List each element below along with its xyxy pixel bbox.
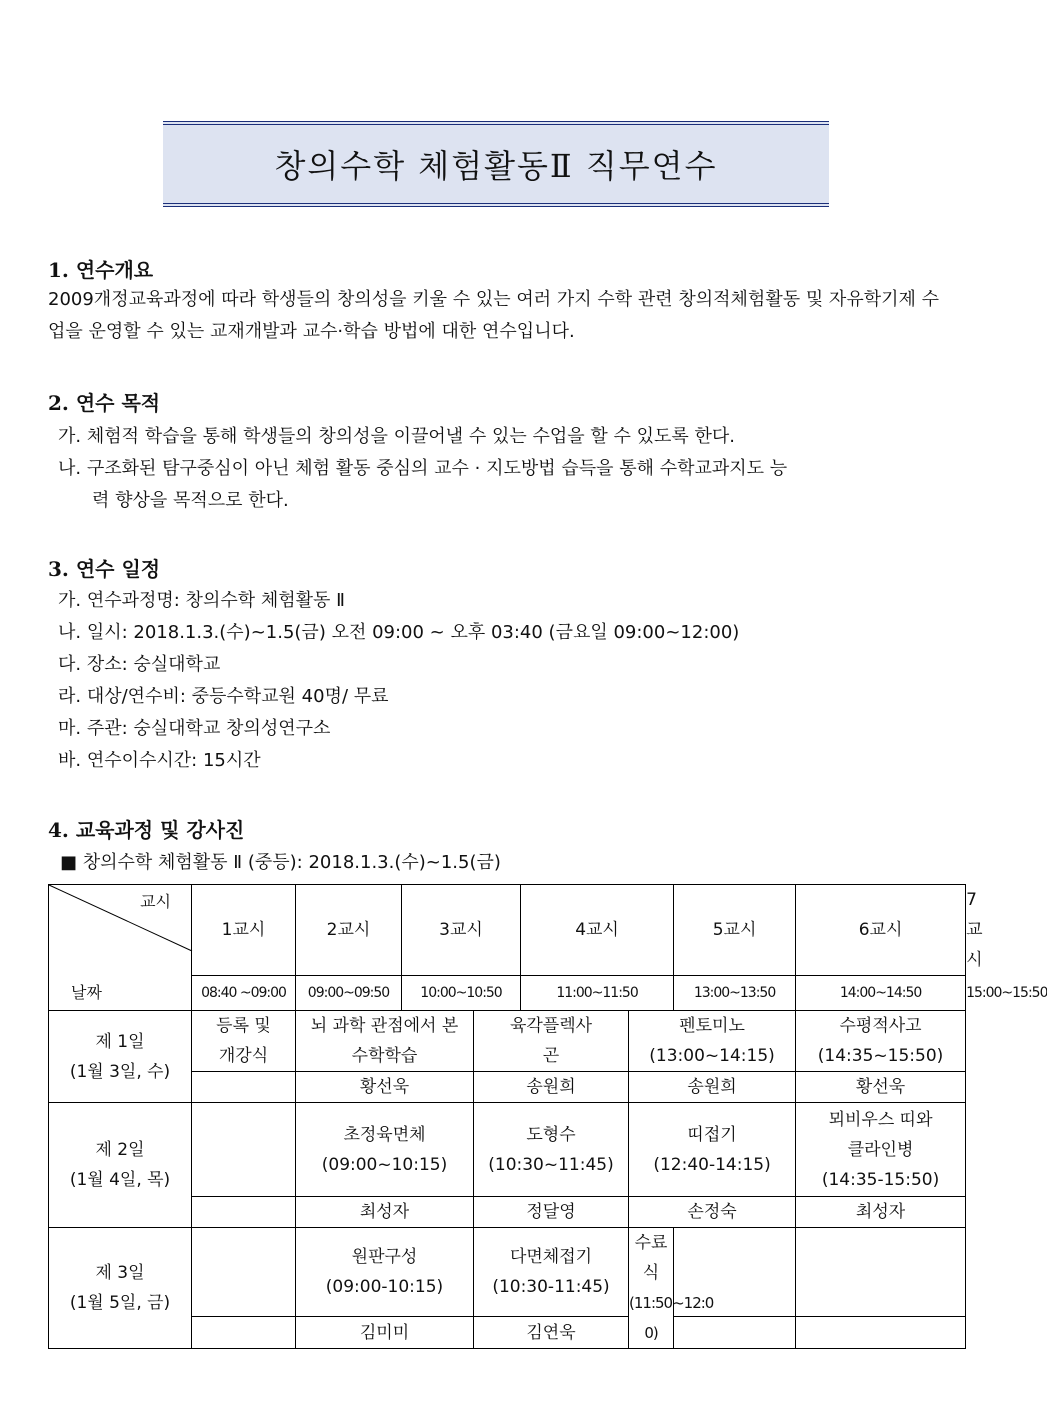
purpose-item-2-cont: 력 향상을 목적으로 한다.	[92, 490, 289, 511]
schedule-item-4: 라. 대상/연수비: 중등수학교원 40명/ 무료	[58, 686, 389, 707]
title-box	[163, 121, 829, 207]
day3-session-1	[296, 1228, 474, 1317]
schedule-item-2: 나. 일시: 2018.1.3.(수)~1.5(금) 오전 09:00 ~ 오후 03:40 (금요일 09:00~12:00)	[58, 622, 740, 643]
day1-session-5	[796, 1011, 966, 1072]
day-label-line: (1월 4일, 목)	[69, 1170, 171, 1190]
instructor-cell: 손정숙	[629, 1197, 796, 1228]
period-header: 4교시	[521, 885, 674, 976]
day-label-line: 제 2일	[95, 1140, 145, 1160]
session-title: 육각플렉사	[509, 1016, 593, 1036]
schedule-item-1: 가. 연수과정명: 창의수학 체험활동 Ⅱ	[58, 590, 345, 611]
session-title: 초정육면체	[343, 1124, 426, 1145]
day1-session-1	[192, 1011, 296, 1072]
day-label-line: (1월 3일, 수)	[69, 1061, 171, 1082]
section-4-subtitle: ■ 창의수학 체험활동 Ⅱ (중등): 2018.1.3.(수)~1.5(금)	[60, 852, 501, 873]
day2-session-2	[474, 1103, 629, 1197]
instructor-cell: 정달영	[474, 1197, 629, 1228]
session-title: 뇌 과학 관점에서 본	[310, 1016, 459, 1036]
page-title: 창의수학 체험활동Ⅱ 직무연수	[274, 147, 718, 185]
instructor-cell: 송원희	[629, 1072, 796, 1103]
purpose-item-1: 가. 체험적 학습을 통해 학생들의 창의성을 이끌어낼 수 있는 수업을 할 수 있도록 한다.	[58, 426, 736, 447]
instructor-cell: 황선욱	[296, 1072, 474, 1103]
session-time: (10:30~11:45)	[488, 1154, 614, 1175]
period-time: 13:00~13:50	[674, 976, 796, 1011]
period-header: 5교시	[674, 885, 796, 976]
period-time: 14:00~14:50	[796, 976, 966, 1011]
day2-session-4	[796, 1103, 966, 1197]
schedule-table: 교시 날짜 1교시 2교시 3교시 4교시 5교시 6교시 7교시 08:40 ~09:00 09:00~09:50 10:00~10:50 11:00~11:50 13:00~13:50 14:00~14:50 15:00~15:50 제 1일 (1월 3일, 수) 등록 및 개강식 뇌 과학 관점에서 본 수학학습 육각플렉사 곤 펜토미노 (13:00~14:15) 수평적사고 (14:35~15:50) 황선욱 송원희 송원희 황선욱 제 2일 (1월 4일, 목) 초정육면체 (09:00~10:15) 도형수 (10:30~11:45) 띠접기 (12:40-14:15) 뫼비우스 띠와 클라인병 (14:35-15:50) 최성자 정달영 손정숙 최성자 제 3일 (1월 5일, 금) 원판구성 (09:00-10:15) 다면체접기 (10:30-11:45) 수료식 (11:50~12:0 0) 김미미 김연욱	[48, 884, 966, 1349]
session-title: 띠접기	[687, 1124, 737, 1145]
session-time: (11:50~12:0	[629, 1294, 714, 1312]
day-label-line: (1월 5일, 금)	[69, 1293, 171, 1313]
day2-session-3	[629, 1103, 796, 1197]
empty-cell	[192, 1103, 296, 1197]
period-time: 08:40 ~09:00	[192, 976, 296, 1011]
session-title: 수평적사고	[839, 1016, 922, 1036]
session-time: 0)	[644, 1324, 658, 1342]
session-title: 수료식	[634, 1233, 668, 1283]
instructor-cell	[192, 1197, 296, 1228]
session-title: 뫼비우스 띠와	[828, 1109, 933, 1130]
day-1-label	[49, 1011, 192, 1103]
instructor-cell	[796, 1317, 966, 1349]
section-4-heading: 4. 교육과정 및 강사진	[48, 818, 245, 842]
session-time: (14:35~15:50)	[817, 1046, 944, 1066]
period-header: 1교시	[192, 885, 296, 976]
section-2-heading: 2. 연수 목적	[48, 391, 161, 415]
day3-session-2	[474, 1228, 629, 1317]
empty-cell	[192, 1228, 296, 1317]
instructor-cell: 김연욱	[474, 1317, 629, 1349]
instructor-cell: 황선욱	[796, 1072, 966, 1103]
schedule-item-3: 다. 장소: 숭실대학교	[58, 654, 221, 675]
day1-session-4	[629, 1011, 796, 1072]
session-time: (09:00-10:15)	[325, 1277, 444, 1298]
session-title: 도형수	[526, 1124, 576, 1145]
schedule-item-5: 마. 주관: 숭실대학교 창의성연구소	[58, 718, 331, 739]
day3-session-3	[629, 1228, 714, 1349]
instructor-cell	[674, 1317, 796, 1349]
day-label-line: 제 1일	[95, 1031, 145, 1052]
instructor-cell: 최성자	[796, 1197, 966, 1228]
section-3-heading: 3. 연수 일정	[48, 557, 161, 581]
session-title: 펜토미노	[679, 1016, 745, 1036]
period-time: 09:00~09:50	[296, 976, 402, 1011]
section-1-heading: 1. 연수개요	[48, 258, 154, 282]
session-title: 다면체접기	[509, 1247, 593, 1268]
period-time: 11:00~11:50	[521, 976, 674, 1011]
day2-session-1	[296, 1103, 474, 1197]
session-title: 수학학습	[351, 1046, 418, 1066]
empty-cell	[796, 1228, 966, 1317]
day-3-label	[49, 1228, 192, 1349]
session-time: (09:00~10:15)	[321, 1154, 448, 1175]
instructor-cell	[192, 1072, 296, 1103]
day-label-line: 제 3일	[95, 1263, 145, 1283]
instructor-cell: 송원희	[474, 1072, 629, 1103]
session-time: (10:30-11:45)	[492, 1277, 610, 1298]
period-header: 2교시	[296, 885, 402, 976]
session-title: 원판구성	[351, 1247, 418, 1268]
period-header: 3교시	[402, 885, 521, 976]
session-time: (12:40-14:15)	[653, 1154, 771, 1175]
session-time: (13:00~14:15)	[649, 1046, 775, 1066]
instructor-cell: 김미미	[296, 1317, 474, 1349]
corner-period-label: 교시	[140, 892, 171, 911]
session-time: (14:35-15:50)	[821, 1169, 940, 1190]
corner-cell	[49, 885, 192, 1011]
section-1-body: 2009개정교육과정에 따라 학생들의 창의성을 키울 수 있는 여러 가지 수학 관련 창의적체험활동 및 자유학기제 수업을 운영할 수 있는 교재개발과 교수·학습 방법에 대한 연수입니다.	[48, 289, 939, 342]
session-title: 개강식	[218, 1046, 269, 1066]
purpose-item-2: 나. 구조화된 탐구중심이 아닌 체험 활동 중심의 교수 · 지도방법 습득을 통해 수학교과지도 능	[58, 458, 788, 479]
period-time: 10:00~10:50	[402, 976, 521, 1011]
day1-session-3	[474, 1011, 629, 1072]
day-2-label	[49, 1103, 192, 1228]
corner-date-label: 날짜	[71, 983, 102, 1002]
period-header: 6교시	[796, 885, 966, 976]
session-title: 등록 및	[216, 1016, 271, 1036]
session-title: 클라인병	[847, 1139, 914, 1160]
instructor-cell	[192, 1317, 296, 1349]
session-title: 곤	[542, 1046, 560, 1066]
day1-session-2	[296, 1011, 474, 1072]
schedule-item-6: 바. 연수이수시간: 15시간	[58, 750, 261, 771]
instructor-cell: 최성자	[296, 1197, 474, 1228]
